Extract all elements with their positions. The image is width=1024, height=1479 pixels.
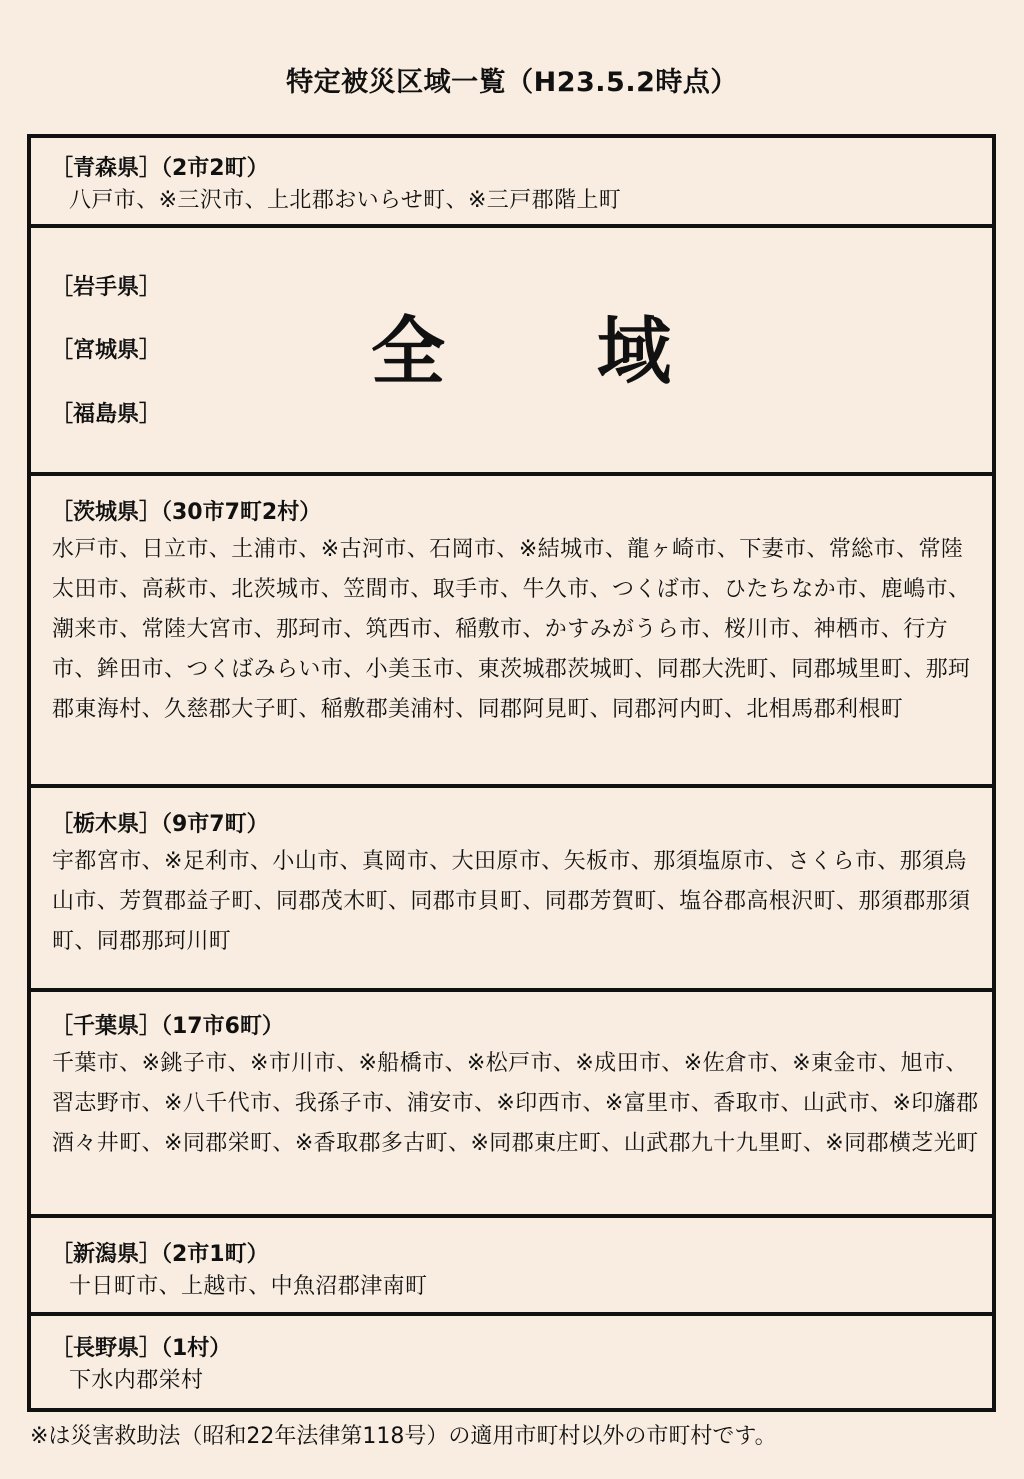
municipality-list-nagano: 下水内郡栄村 [69, 1368, 204, 1393]
pref-header-iwate: ［岩手県］ [51, 275, 162, 300]
footnote: ※は災害救助法（昭和22年法律第118号）の適用市町村以外の市町村です。 [30, 1424, 777, 1449]
pref-header-aomori: ［青森県］（2市2町） [51, 156, 269, 181]
pref-header-nagano: ［長野県］（1村） [51, 1336, 232, 1361]
section-chiba [31, 988, 992, 1214]
section-iwate-miyagi-fukushima [31, 224, 992, 472]
municipality-list-ibaraki: 水戸市、日立市、土浦市、※古河市、石岡市、※結城市、龍ヶ崎市、下妻市、常総市、常陸太田市、高萩市、北茨城市、笠間市、取手市、牛久市、つくば市、ひたちなか市、鹿嶋市、潮来市、常陸大宮市、那珂市、筑西市、稲敷市、かすみがうら市、桜川市、神栖市、行方市、鉾田市、つくばみらい市、小美玉市、東茨城郡茨城町、同郡大洗町、同郡城里町、那珂郡東海村、久慈郡大子町、稲敷郡美浦村、同郡阿見町、同郡河内町、北相馬郡利根町 [52, 537, 971, 722]
whole-area-label-iki: 域 [597, 309, 671, 395]
pref-header-chiba: ［千葉県］（17市6町） [51, 1014, 284, 1039]
pref-header-tochigi: ［栃木県］（9市7町） [51, 812, 269, 837]
pref-header-niigata: ［新潟県］（2市1町） [51, 1242, 269, 1267]
pref-header-ibaraki: ［茨城県］（30市7町2村） [51, 500, 322, 525]
section-tochigi [31, 784, 992, 988]
pref-header-fukushima: ［福島県］ [51, 402, 162, 427]
designated-area-table [27, 134, 996, 1412]
municipality-list-aomori: 八戸市、※三沢市、上北郡おいらせ町、※三戸郡階上町 [69, 188, 622, 213]
section-ibaraki [31, 472, 992, 784]
pref-header-miyagi: ［宮城県］ [51, 338, 162, 363]
section-niigata [31, 1214, 992, 1312]
section-nagano [31, 1312, 992, 1408]
whole-area-label-zen: 全 [371, 309, 445, 395]
municipality-list-tochigi: 宇都宮市、※足利市、小山市、真岡市、大田原市、矢板市、那須塩原市、さくら市、那須烏山市、芳賀郡益子町、同郡茂木町、同郡市貝町、同郡芳賀町、塩谷郡高根沢町、那須郡那須町、同郡那珂川町 [52, 849, 971, 954]
municipality-list-niigata: 十日町市、上越市、中魚沼郡津南町 [69, 1274, 428, 1299]
page-title: 特定被災区域一覧（H23.5.2時点） [286, 67, 738, 98]
municipality-list-chiba: 千葉市、※銚子市、※市川市、※船橋市、※松戸市、※成田市、※佐倉市、※東金市、旭市、習志野市、※八千代市、我孫子市、浦安市、※印西市、※富里市、香取市、山武市、※印旛郡酒々井町、※同郡栄町、※香取郡多古町、※同郡東庄町、山武郡九十九里町、※同郡横芝光町 [52, 1051, 979, 1156]
section-aomori [31, 138, 992, 224]
